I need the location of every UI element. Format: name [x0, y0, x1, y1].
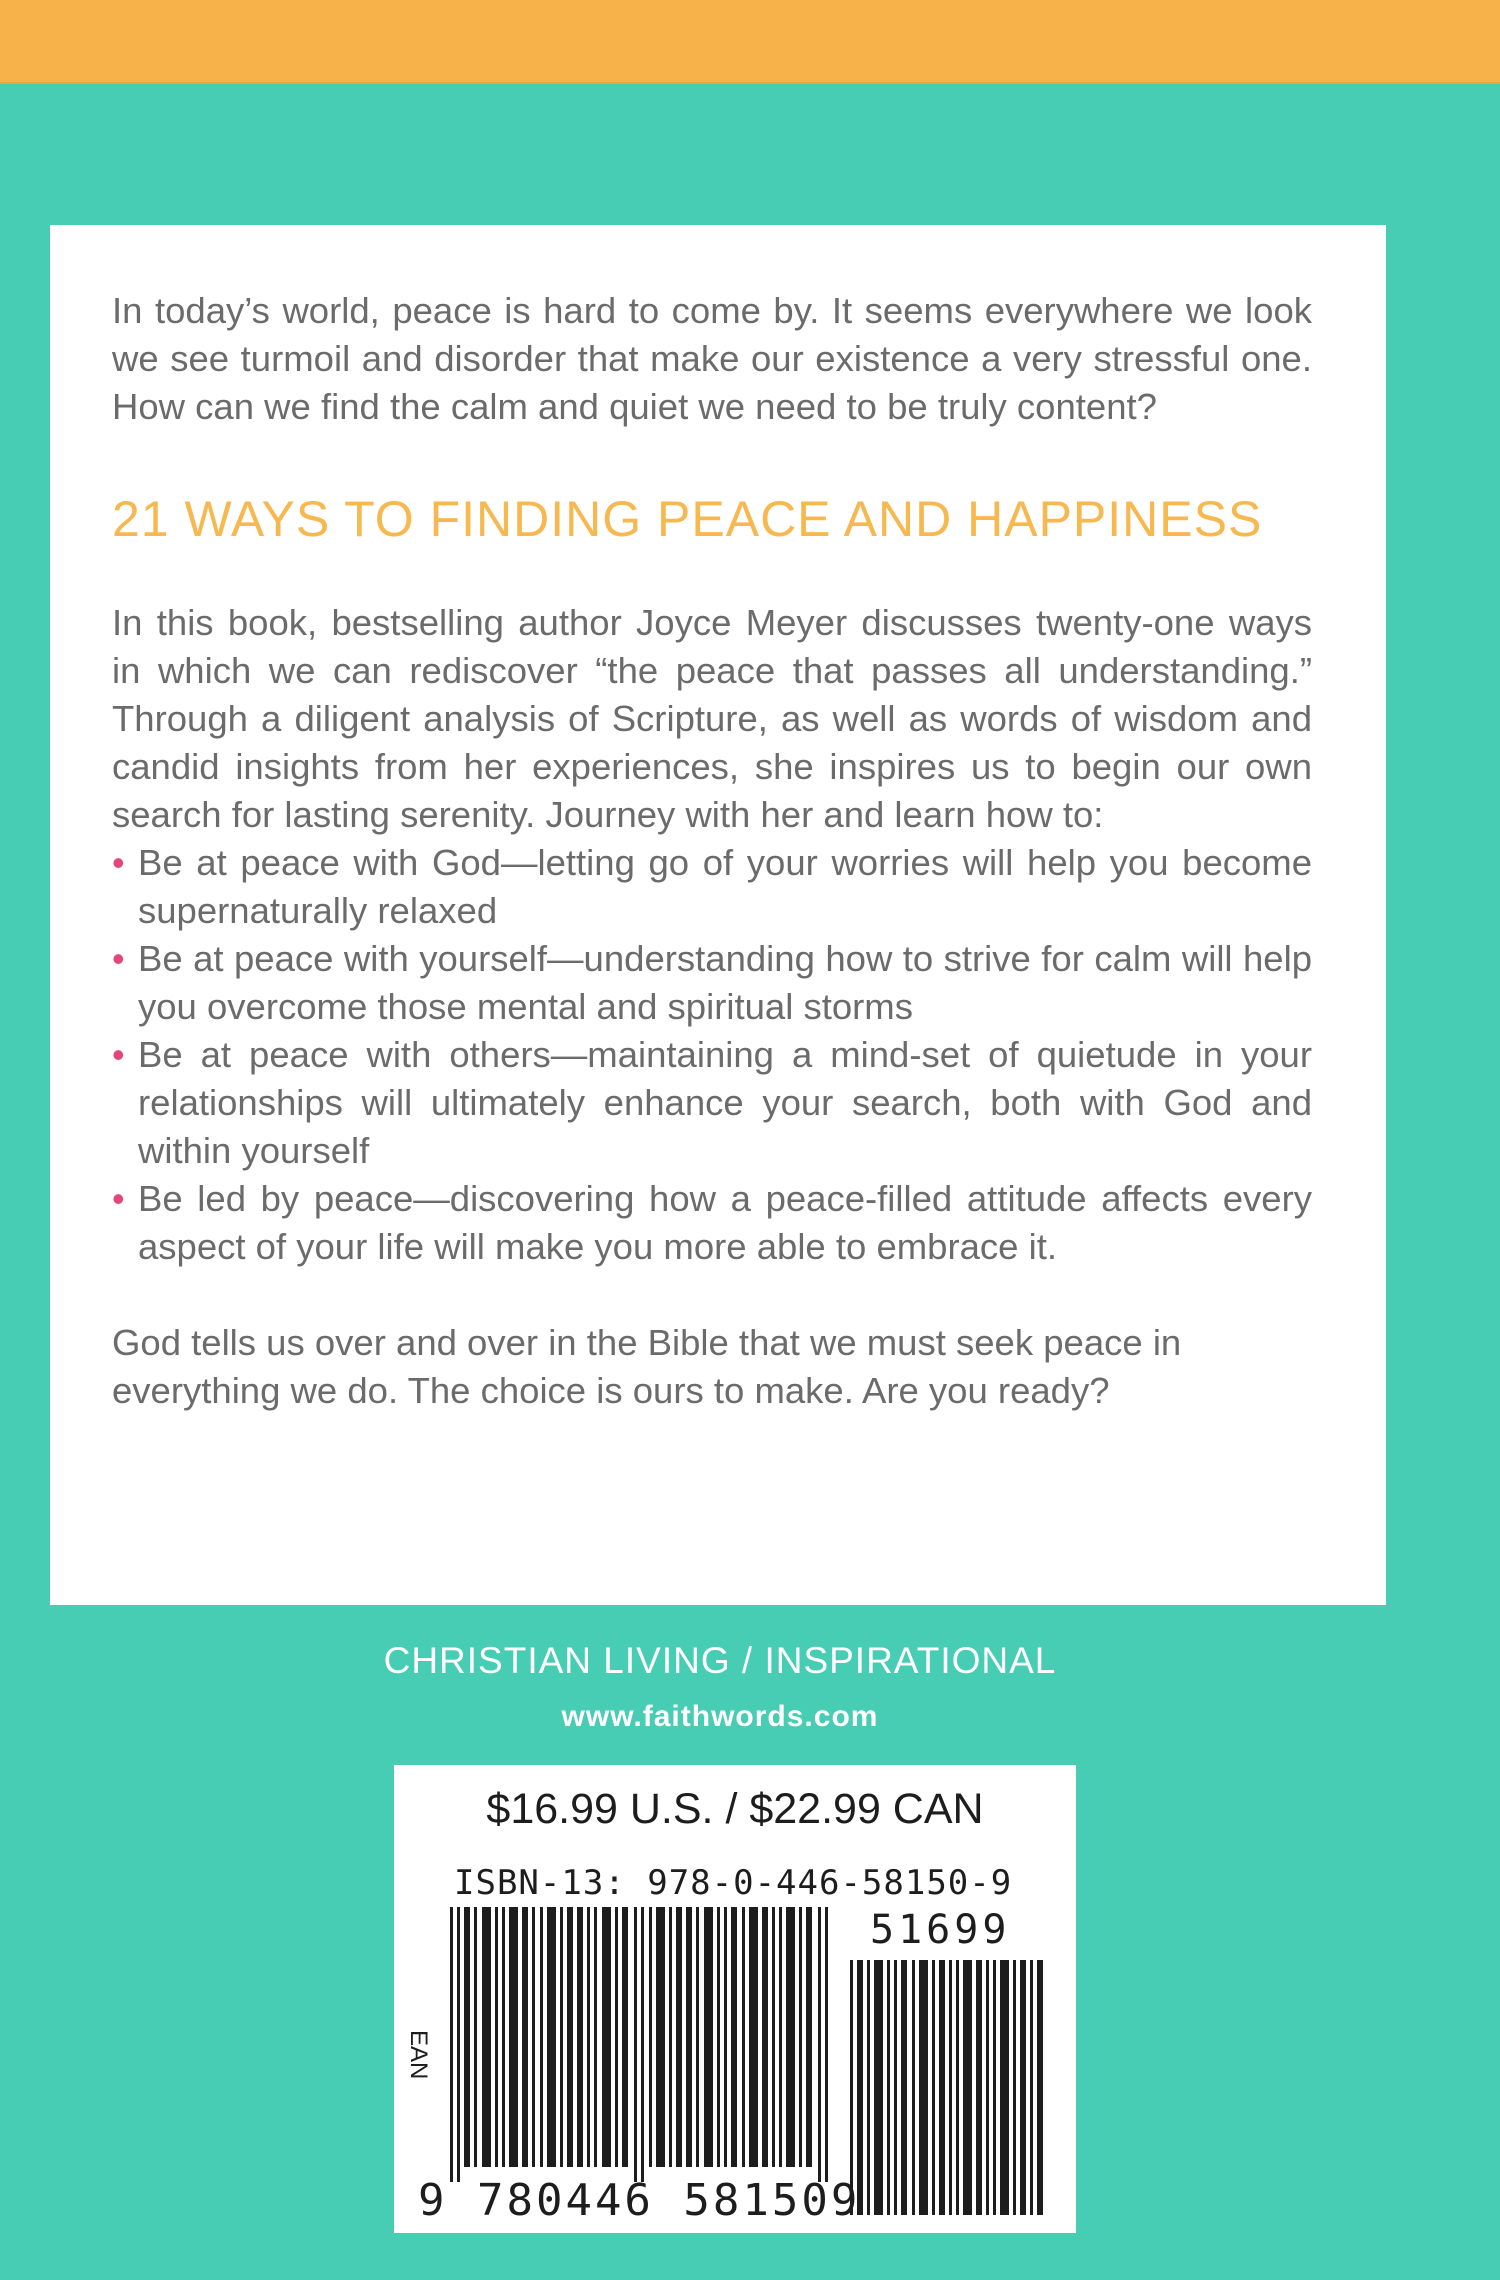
- bullet-text: Be led by peace—discovering how a peace-filled attitude affects every aspect of your life will make you more able to embrace it.: [138, 1178, 1312, 1267]
- bullet-item: [112, 1031, 1312, 1175]
- top-color-band: [0, 0, 1500, 84]
- section-heading: 21 WAYS TO FINDING PEACE AND HAPPINESS: [112, 491, 1263, 547]
- bullet-text: Be at peace with God—letting go of your worries will help you become supernaturally relaxed: [138, 842, 1312, 931]
- category-label: CHRISTIAN LIVING / INSPIRATIONAL: [383, 1640, 1057, 1681]
- bullet-dot-icon: •: [112, 1034, 125, 1075]
- bullet-dot-icon: •: [112, 938, 125, 979]
- isbn-text: ISBN-13: 978-0-446-58150-9: [454, 1863, 1013, 1903]
- bullet-dot-icon: •: [112, 842, 125, 883]
- bullet-text: Be at peace with others—maintaining a mind-set of quietude in your relationships will ultimately enhance your search, both with God and within yourself: [138, 1034, 1312, 1171]
- barcode-label: [394, 1765, 1076, 2233]
- bullet-item: [112, 839, 1312, 935]
- bullet-dot-icon: •: [112, 1178, 125, 1219]
- closing-paragraph: God tells us over and over in the Bible that we must seek peace in everything we do. The choice is ours to make. Are you ready?: [112, 1322, 1182, 1411]
- ean-label: EAN: [405, 2030, 432, 2080]
- price-text: $16.99 U.S. / $22.99 CAN: [486, 1785, 984, 1833]
- ean-barcode-image: [450, 1907, 830, 2182]
- body-paragraph: In this book, bestselling author Joyce Meyer discusses twenty-one ways in which we can rediscover “the peace that passes all understanding.” Through a diligent analysis of Scripture, as well as words of wisdom and candid insights from her experiences, she inspires us to begin our own search for lasting serenity. Journey with her and learn how to:: [112, 602, 1312, 835]
- addon-barcode-image: [850, 1960, 1050, 2215]
- addon-digits: 51699: [870, 1907, 1011, 1953]
- bullet-list: [112, 839, 1312, 1271]
- publisher-website: www.faithwords.com: [561, 1700, 879, 1733]
- bullet-item: [112, 1175, 1312, 1271]
- description-content: [112, 287, 1312, 1415]
- description-panel: [50, 225, 1386, 1605]
- bullet-item: [112, 935, 1312, 1031]
- ean-digits: 9 780446 581509: [418, 2175, 861, 2226]
- bullet-text: Be at peace with yourself—understanding how to strive for calm will help you overcome those mental and spiritual storms: [138, 938, 1312, 1027]
- intro-paragraph: In today’s world, peace is hard to come by. It seems everywhere we look we see turmoil and disorder that make our existence a very stressful one. How can we find the calm and quiet we need to be truly content?: [112, 290, 1312, 427]
